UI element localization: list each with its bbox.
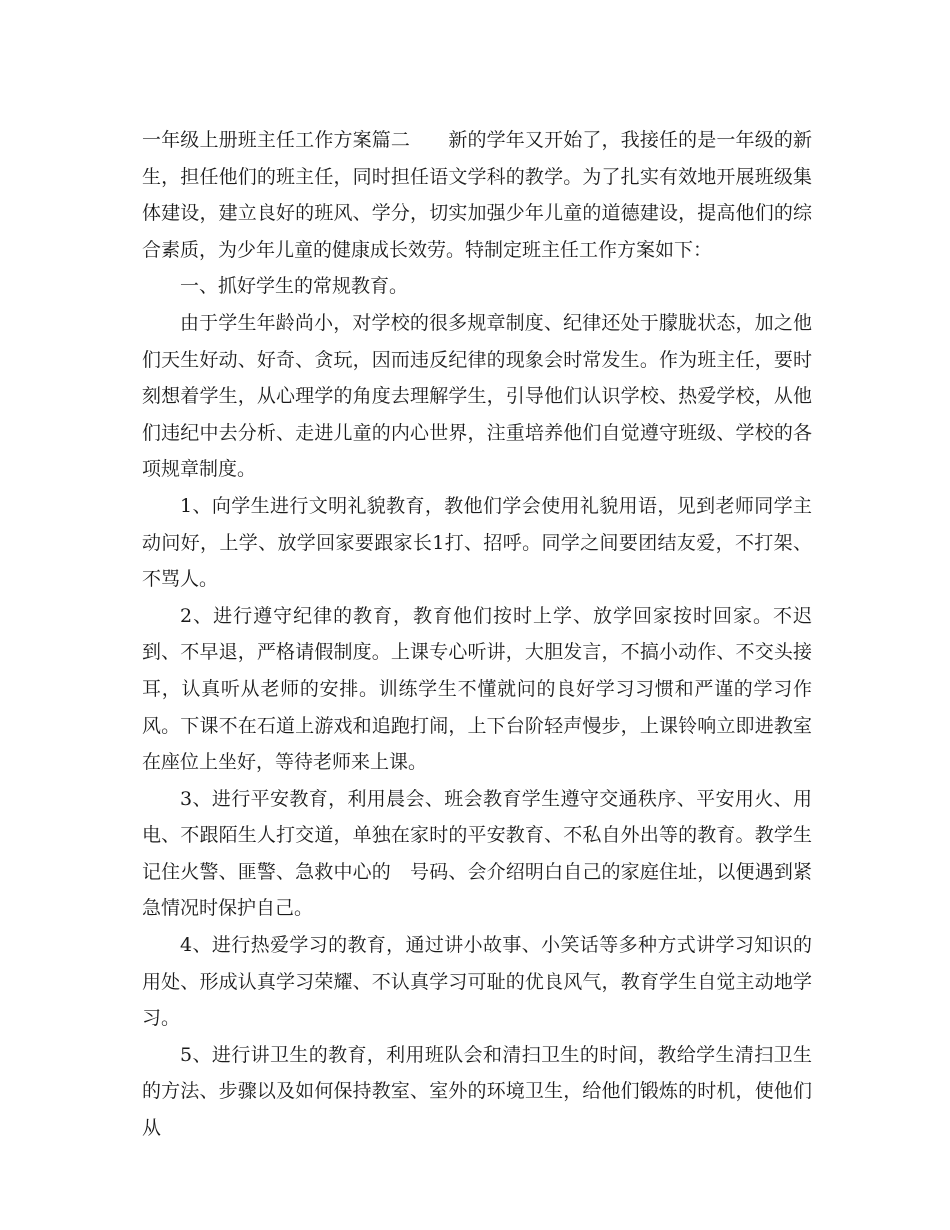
- paragraph-item-3-safety: 3、进行平安教育，利用晨会、班会教育学生遵守交通秩序、平安用火、用电、不跟陌生人打交道，单独在家时的平安教育、不私自外出等的教育。教学生记住火警、匪警、急救中心的 号码、会介绍明白自己的家庭住址，以便遇到紧急情况时保护自己。: [142, 787, 812, 920]
- paragraph-item-2-discipline: 2、进行遵守纪律的教育，教育他们按时上学、放学回家按时回家。不迟到、不早退，严格请假制度。上课专心听讲，大胆发言，不搞小动作、不交头接耳，认真听从老师的安排。训练学生不懂就问的良好学习习惯和严谨的学习作风。下课不在石道上游戏和追跑打闹，上下台阶轻声慢步，上课铃响立即进教室在座位上坐好，等待老师来上课。: [142, 604, 812, 774]
- paragraph-intro: 一年级上册班主任工作方案篇二 新的学年又开始了，我接任的是一年级的新生，担任他们的班主任，同时担任语文学科的教学。为了扎实有效地开展班级集体建设，建立良好的班风、学分，切实加强少年儿童的道德建设，提高他们的综合素质，为少年儿童的健康成长效劳。特制定班主任工作方案如下：: [142, 129, 812, 261]
- paragraph-item-1-courtesy: 1、向学生进行文明礼貌教育，教他们学会使用礼貌用语，见到老师同学主动问好，上学、放学回家要跟家长1打、招呼。同学之间要团结友爱，不打架、不骂人。: [142, 494, 812, 591]
- paragraph-routine-education: 由于学生年龄尚小，对学校的很多规章制度、纪律还处于朦胧状态，加之他们天生好动、好奇、贪玩，因而违反纪律的现象会时常发生。作为班主任，要时刻想着学生，从心理学的角度去理解学生，引导他们认识学校、热爱学校，从他们违纪中去分析、走进儿童的内心世界，注重培养他们自觉遵守班级、学校的各项规章制度。: [142, 311, 812, 481]
- section-heading-routine-education: 一、抓好学生的常规教育。: [180, 275, 409, 298]
- paragraph-item-4-learning: 4、进行热爱学习的教育，通过讲小故事、小笑话等多种方式讲学习知识的用处、形成认真学习荣耀、不认真学习可耻的优良风气，教育学生自觉主动地学习。: [142, 934, 812, 1030]
- paragraph-item-5-hygiene: 5、进行讲卫生的教育，利用班队会和清扫卫生的时间，教给学生清扫卫生的方法、步骤以及如何保持教室、室外的环境卫生，给他们锻炼的时机，使他们从: [142, 1043, 812, 1140]
- document-body: [142, 122, 812, 1147]
